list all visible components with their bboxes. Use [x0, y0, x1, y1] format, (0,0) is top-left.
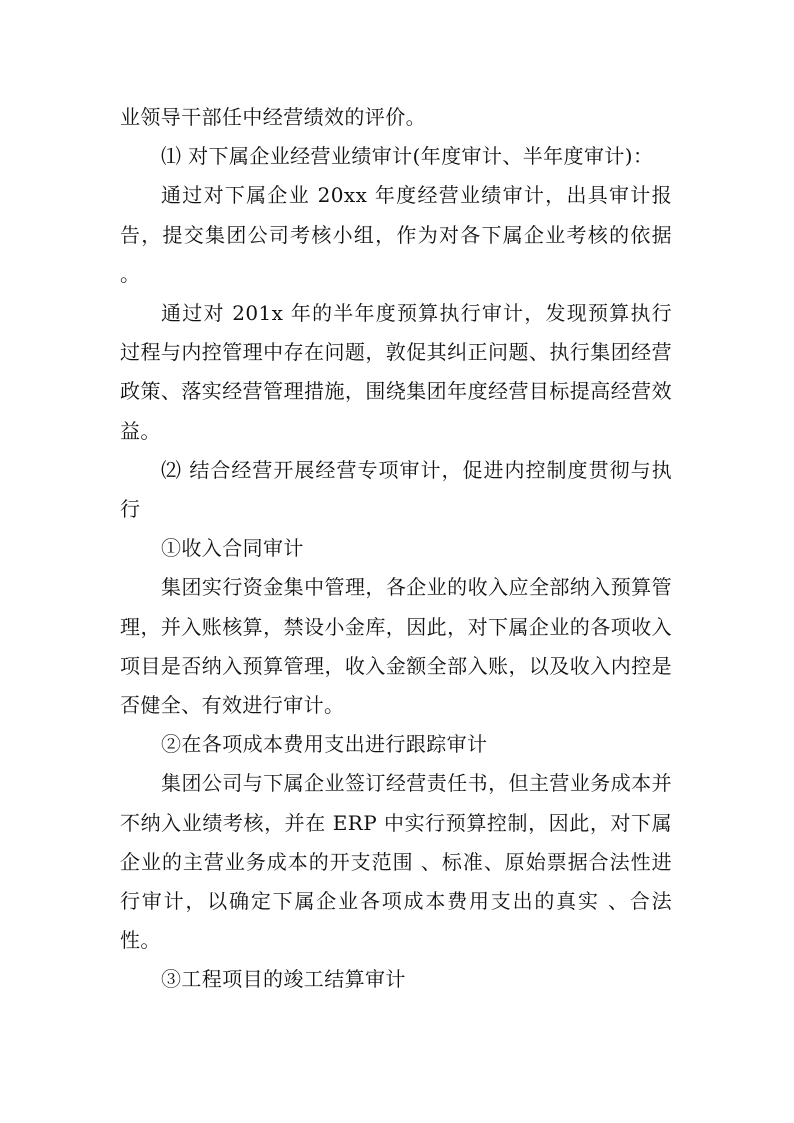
paragraph: 通过对下属企业 20xx 年度经营业绩审计，出具审计报告，提交集团公司考核小组，作为对各下属企业考核的依据 。 — [120, 183, 672, 286]
paragraph: 集团公司与下属企业签订经营责任书，但主营业务成本并不纳入业绩考核，并在 ERP 中实行预算控制，因此，对下属企业的主营业务成本的开支范围 、标准、原始票据合法性进行审计，以确定下属企业各项成本费用支出的真实 、合法性。 — [120, 771, 672, 953]
section-heading-2: ⑵ 结合经营开展经营专项审计，促进内控制度贯彻与执行 — [120, 457, 672, 522]
paragraph: 通过对 201x 年的半年度预算执行审计，发现预算执行过程与内控管理中存在问题，敦促其纠正问题、执行集团经营政策、落实经营管理措施，围绕集团年度经营目标提高经营效益。 — [120, 301, 672, 443]
document-body — [120, 98, 672, 1000]
subheading-3: ③工程项目的竣工结算审计 — [161, 967, 406, 992]
subheading-2: ②在各项成本费用支出进行跟踪审计 — [161, 732, 488, 757]
subheading-1: ①收入合同审计 — [161, 536, 304, 561]
paragraph-continuation: 业领导干部任中经营绩效的评价。 — [120, 105, 426, 129]
section-heading-1: ⑴ 对下属企业经营业绩审计(年度审计、半年度审计)： — [161, 144, 654, 169]
paragraph: 集团实行资金集中管理，各企业的收入应全部纳入预算管理，并入账核算，禁设小金库，因此，对下属企业的各项收入项目是否纳入预算管理，收入金额全部入账，以及收入内控是否健全、有效进行审计。 — [120, 575, 672, 718]
